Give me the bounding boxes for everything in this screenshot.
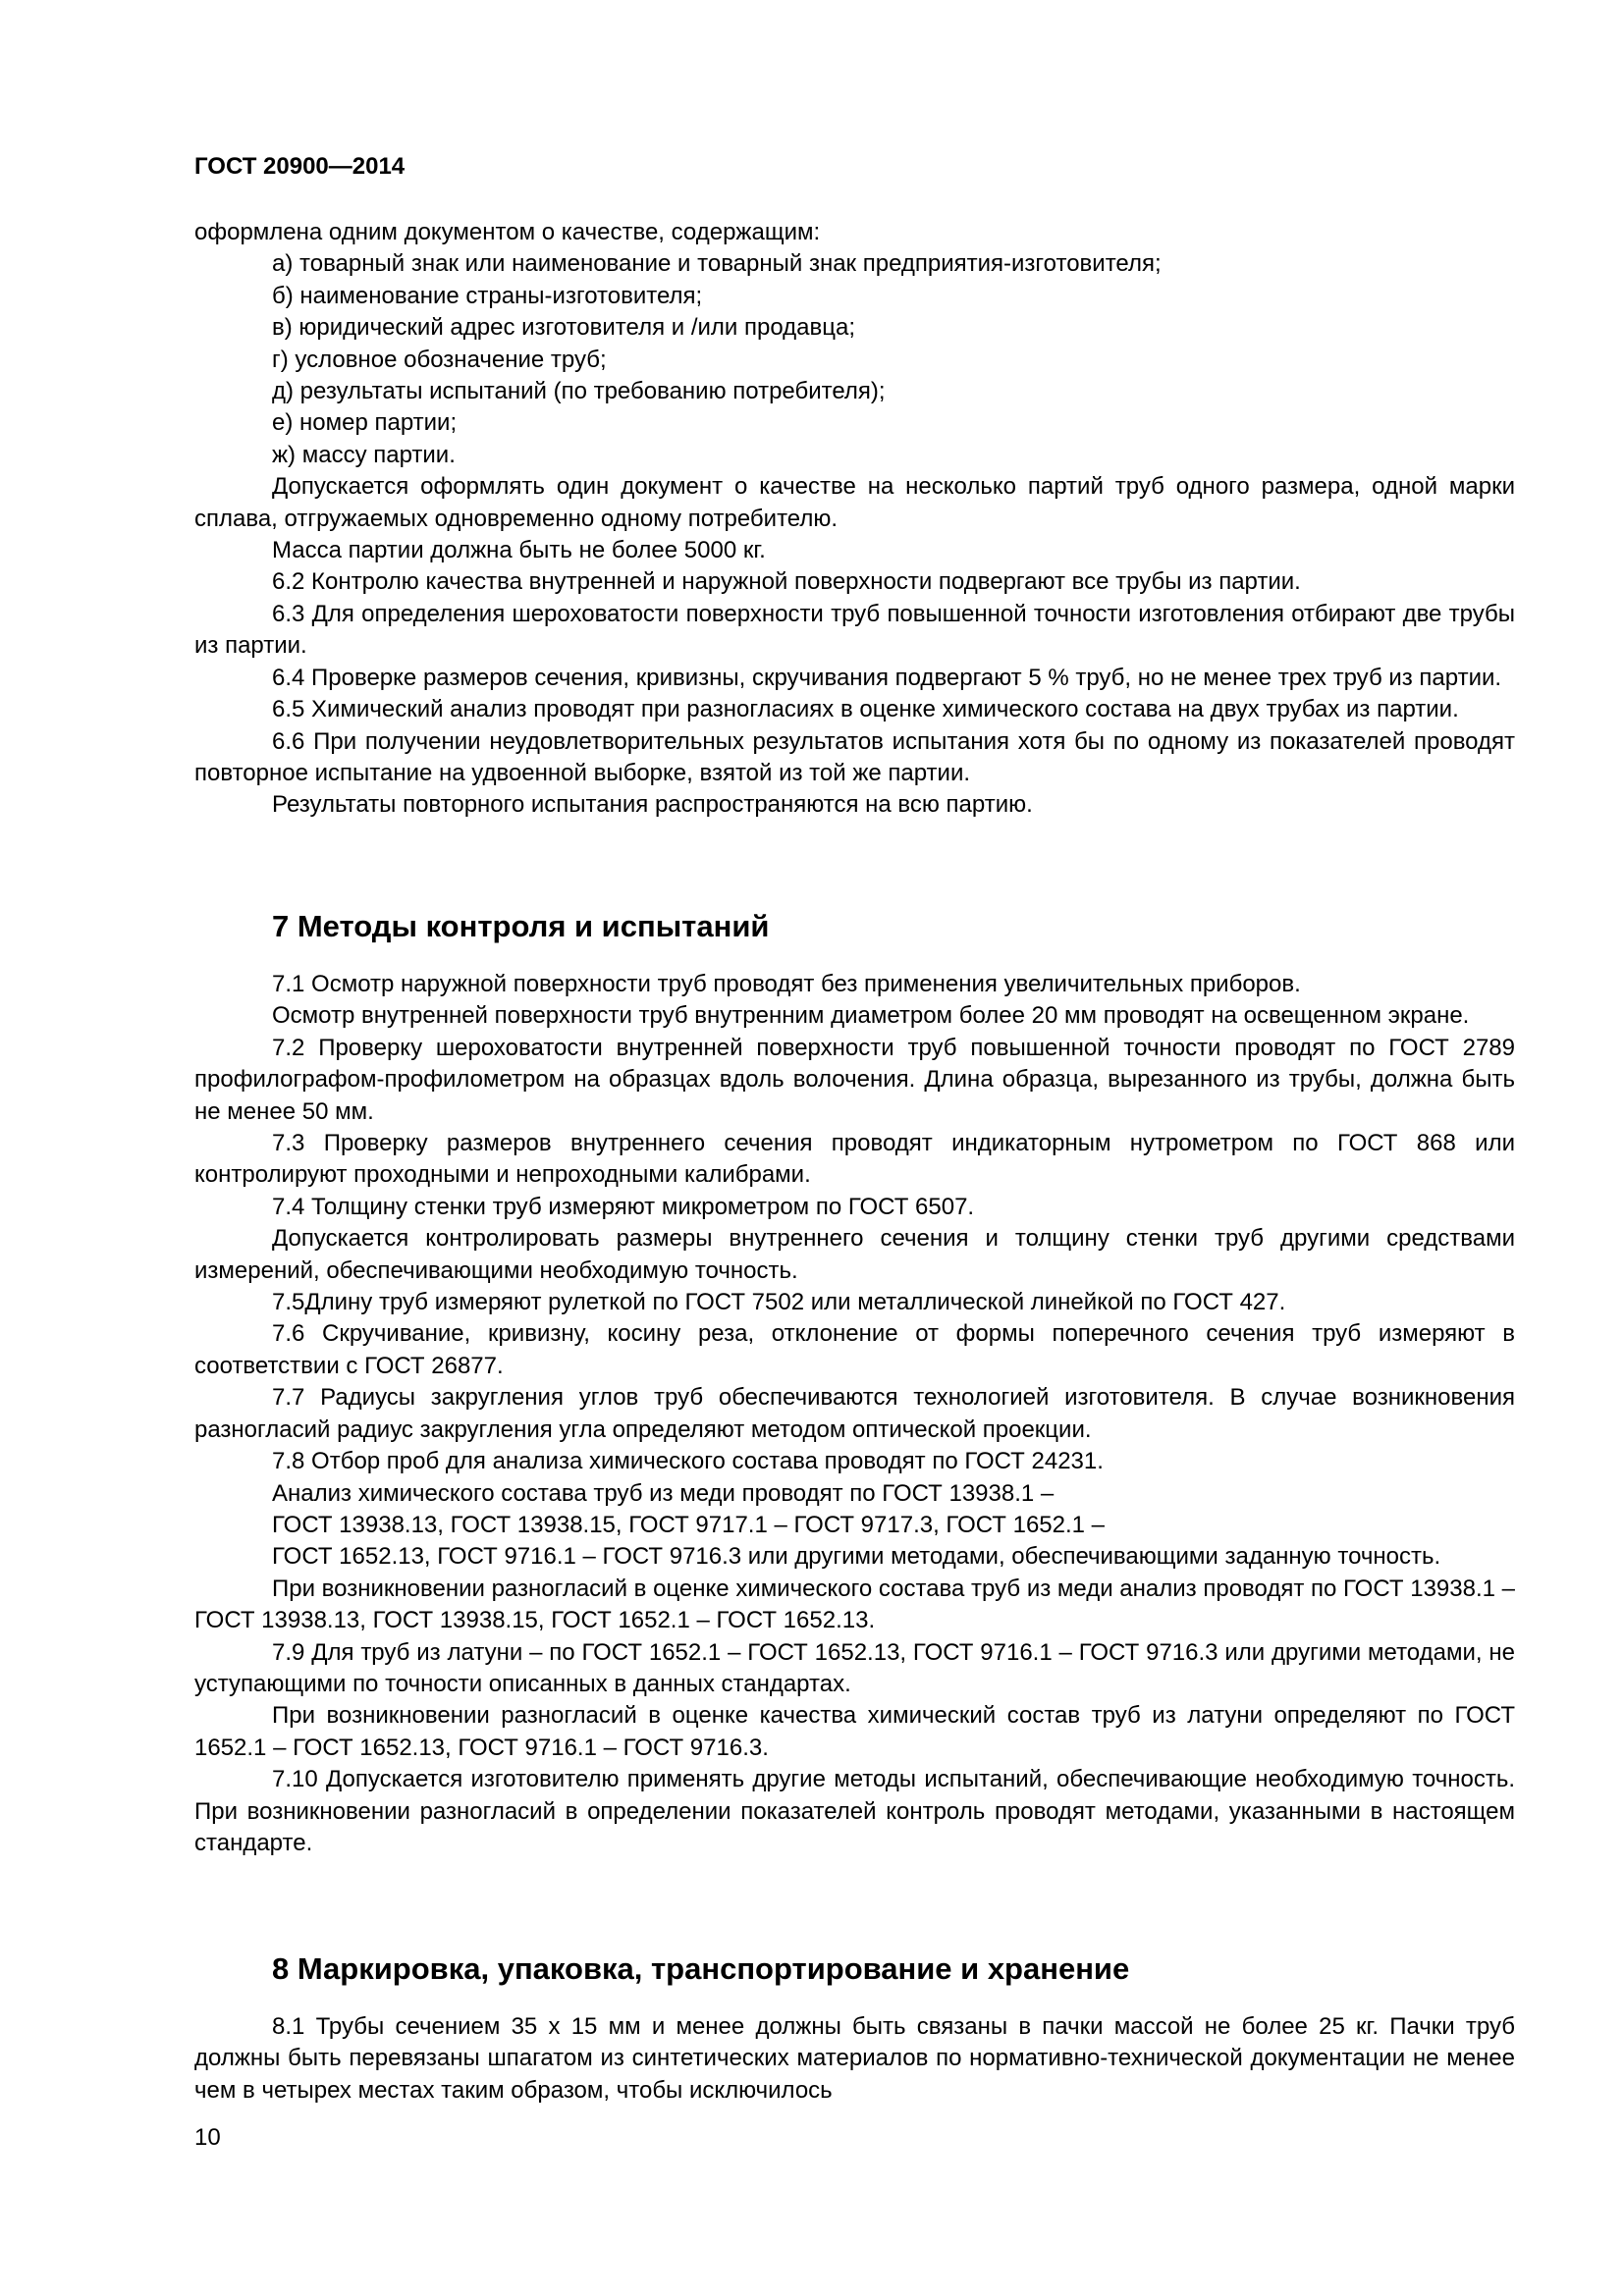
paragraph: 7.9 Для труб из латуни – по ГОСТ 1652.1 – ГОСТ 1652.13, ГОСТ 9716.1 – ГОСТ 9716.3 или другими методами, не уступающими по точности описанных в данных стандартах. <box>194 1638 1515 1697</box>
paragraph: 7.10 Допускается изготовителю применять другие методы испытаний, обеспечивающие необходимую точность. При возникновении разногласий в определении показателей контроль проводят методами, указанными в настоящем стандарте. <box>194 1766 1515 1856</box>
paragraph: 7.6 Скручивание, кривизну, косину реза, отклонение от формы поперечного сечения труб измеряют в соответствии с ГОСТ 26877. <box>194 1320 1515 1379</box>
paragraph: в) юридический адрес изготовителя и /или продавца; <box>272 314 855 342</box>
section-7-heading: 7 Методы контроля и испытаний <box>272 909 770 943</box>
paragraph: Допускается оформлять один документ о качестве на несколько партий труб одного размера, одной марки сплава, отгружаемых одновременно одному потребителю. <box>194 473 1515 532</box>
paragraph: 6.6 При получении неудовлетворительных результатов испытания хотя бы по одному из показателей проводят повторное испытание на удвоенной выборке, взятой из той же партии. <box>194 727 1515 786</box>
paragraph: ж) массу партии. <box>272 441 456 468</box>
paragraph: 6.4 Проверке размеров сечения, кривизны, скручивания подвергают 5 % труб, но не менее трех труб из партии. <box>272 664 1502 691</box>
paragraph: При возникновении разногласий в оценке качества химический состав труб из латуни определяют по ГОСТ 1652.1 – ГОСТ 1652.13, ГОСТ 9716.1 – ГОСТ 9716.3. <box>194 1702 1515 1761</box>
paragraph: 7.7 Радиусы закругления углов труб обеспечиваются технологией изготовителя. В случае возникновения разногласий радиус закругления угла определяют методом оптической проекции. <box>194 1384 1515 1443</box>
paragraph: 7.1 Осмотр наружной поверхности труб проводят без применения увеличительных приборов. <box>272 971 1301 997</box>
paragraph: а) товарный знак или наименование и товарный знак предприятия-изготовителя; <box>272 250 1162 278</box>
paragraph: д) результаты испытаний (по требованию потребителя); <box>272 378 886 405</box>
section-8-heading: 8 Маркировка, упаковка, транспортирование и хранение <box>272 1951 1130 1986</box>
paragraph: 6.3 Для определения шероховатости поверхности труб повышенной точности изготовления отбирают две трубы из партии. <box>194 600 1515 660</box>
section-8-body <box>194 2011 1515 2107</box>
paragraph: 7.5Длину труб измеряют рулеткой по ГОСТ 7502 или металлической линейкой по ГОСТ 427. <box>272 1289 1286 1316</box>
paragraph: 7.2 Проверку шероховатости внутренней поверхности труб повышенной точности проводят по ГОСТ 2789 профилографом-профилометром на образцах вдоль волочения. Длина образца, вырезанного из трубы, должна быть не менее 50 мм. <box>194 1034 1515 1125</box>
paragraph: 8.1 Трубы сечением 35 х 15 мм и менее должны быть связаны в пачки массой не более 25 кг. Пачки труб должны быть перевязаны шпагатом из синтетических материалов по нормативно-технической документации не менее чем в четырех местах таким образом, чтобы исключилось <box>194 2013 1515 2104</box>
paragraph: 7.8 Отбор проб для анализа химического состава проводят по ГОСТ 24231. <box>272 1448 1104 1475</box>
clause-6-continued <box>194 217 1515 822</box>
paragraph: ГОСТ 13938.13, ГОСТ 13938.15, ГОСТ 9717.1 – ГОСТ 9717.3, ГОСТ 1652.1 – <box>272 1511 1106 1538</box>
paragraph: б) наименование страны-изготовителя; <box>272 282 703 309</box>
paragraph: е) номер партии; <box>272 409 458 437</box>
paragraph: Осмотр внутренней поверхности труб внутренним диаметром более 20 мм проводят на освещенном экране. <box>272 1002 1470 1030</box>
paragraph: Масса партии должна быть не более 5000 кг. <box>272 537 766 564</box>
page-number: 10 <box>194 2124 221 2151</box>
paragraph: 7.4 Толщину стенки труб измеряют микрометром по ГОСТ 6507. <box>272 1193 975 1220</box>
paragraph: Результаты повторного испытания распространяются на всю партию. <box>272 791 1033 819</box>
paragraph: оформлена одним документом о качестве, содержащим: <box>194 219 821 245</box>
paragraph: 6.5 Химический анализ проводят при разногласиях в оценке химического состава на двух трубах из партии. <box>272 696 1459 723</box>
paragraph: При возникновении разногласий в оценке химического состава труб из меди анализ проводят по ГОСТ 13938.1 – ГОСТ 13938.13, ГОСТ 13938.15, ГОСТ 1652.1 – ГОСТ 1652.13. <box>194 1575 1515 1634</box>
paragraph: 7.3 Проверку размеров внутреннего сечения проводят индикаторным нутрометром по ГОСТ 868 или контролируют проходными и непроходными калибрами. <box>194 1130 1515 1189</box>
paragraph: г) условное обозначение труб; <box>272 346 607 373</box>
paragraph: Допускается контролировать размеры внутреннего сечения и толщину стенки труб другими средствами измерений, обеспечивающими необходимую точность. <box>194 1225 1515 1284</box>
paragraph: ГОСТ 1652.13, ГОСТ 9716.1 – ГОСТ 9716.3 или другими методами, обеспечивающими заданную точность. <box>272 1543 1441 1571</box>
section-7-body <box>194 969 1515 1859</box>
document-header: ГОСТ 20900—2014 <box>194 153 406 180</box>
paragraph: 6.2 Контролю качества внутренней и наружной поверхности подвергают все трубы из партии. <box>272 568 1301 596</box>
paragraph: Анализ химического состава труб из меди проводят по ГОСТ 13938.1 – <box>272 1479 1055 1507</box>
